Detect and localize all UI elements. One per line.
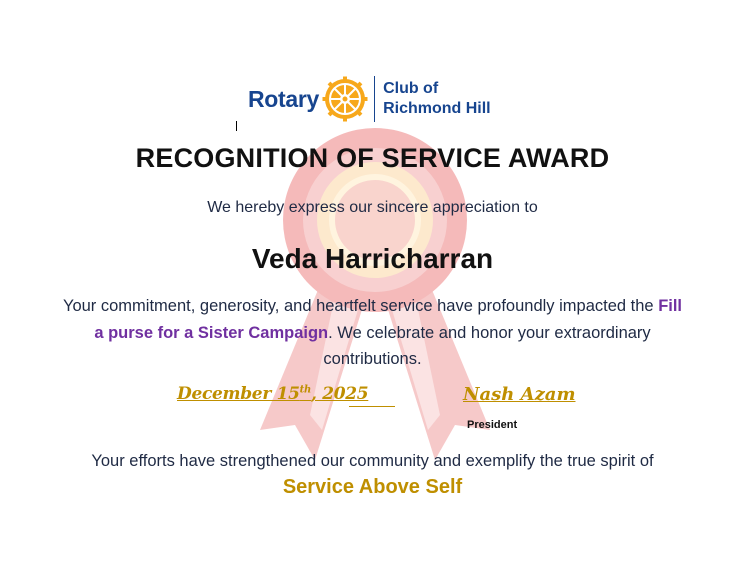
date-text: December 15 [177, 384, 300, 404]
rotary-logo [248, 74, 491, 124]
award-date [177, 384, 368, 404]
club-name [383, 79, 491, 119]
citation-part-1: Your commitment, generosity, and heartfelt service have profoundly impacted the [62, 297, 659, 315]
award-title: RECOGNITION OF SERVICE AWARD [135, 143, 610, 173]
citation-text [0, 293, 745, 373]
logo-divider [374, 76, 375, 122]
citation-part-2: . We celebrate and honor your extraordinary contributions. [323, 323, 651, 368]
text-cursor [236, 121, 237, 131]
closing-text: Your efforts have strengthened our community and exemplify the true spirit of [91, 452, 654, 470]
campaign-name: Fill a purse for a Sister Campaign [94, 297, 683, 342]
signer-role: President [467, 419, 518, 431]
logo-wordmark: Rotary [248, 85, 320, 112]
date-suffix: th [299, 384, 311, 396]
rotary-wheel-icon [322, 76, 368, 122]
signer-name: Nash Azam [463, 384, 576, 405]
intro-text: We hereby express our sincere appreciation to [207, 199, 538, 216]
recipient-name: Veda Harricharran [251, 243, 494, 274]
signature-blank-line [349, 406, 395, 407]
date-year: , 2025 [310, 384, 369, 404]
club-name-line2: Richmond Hill [383, 100, 491, 117]
club-name-line1: Club of [383, 80, 439, 97]
motto-text: Service Above Self [282, 476, 463, 498]
